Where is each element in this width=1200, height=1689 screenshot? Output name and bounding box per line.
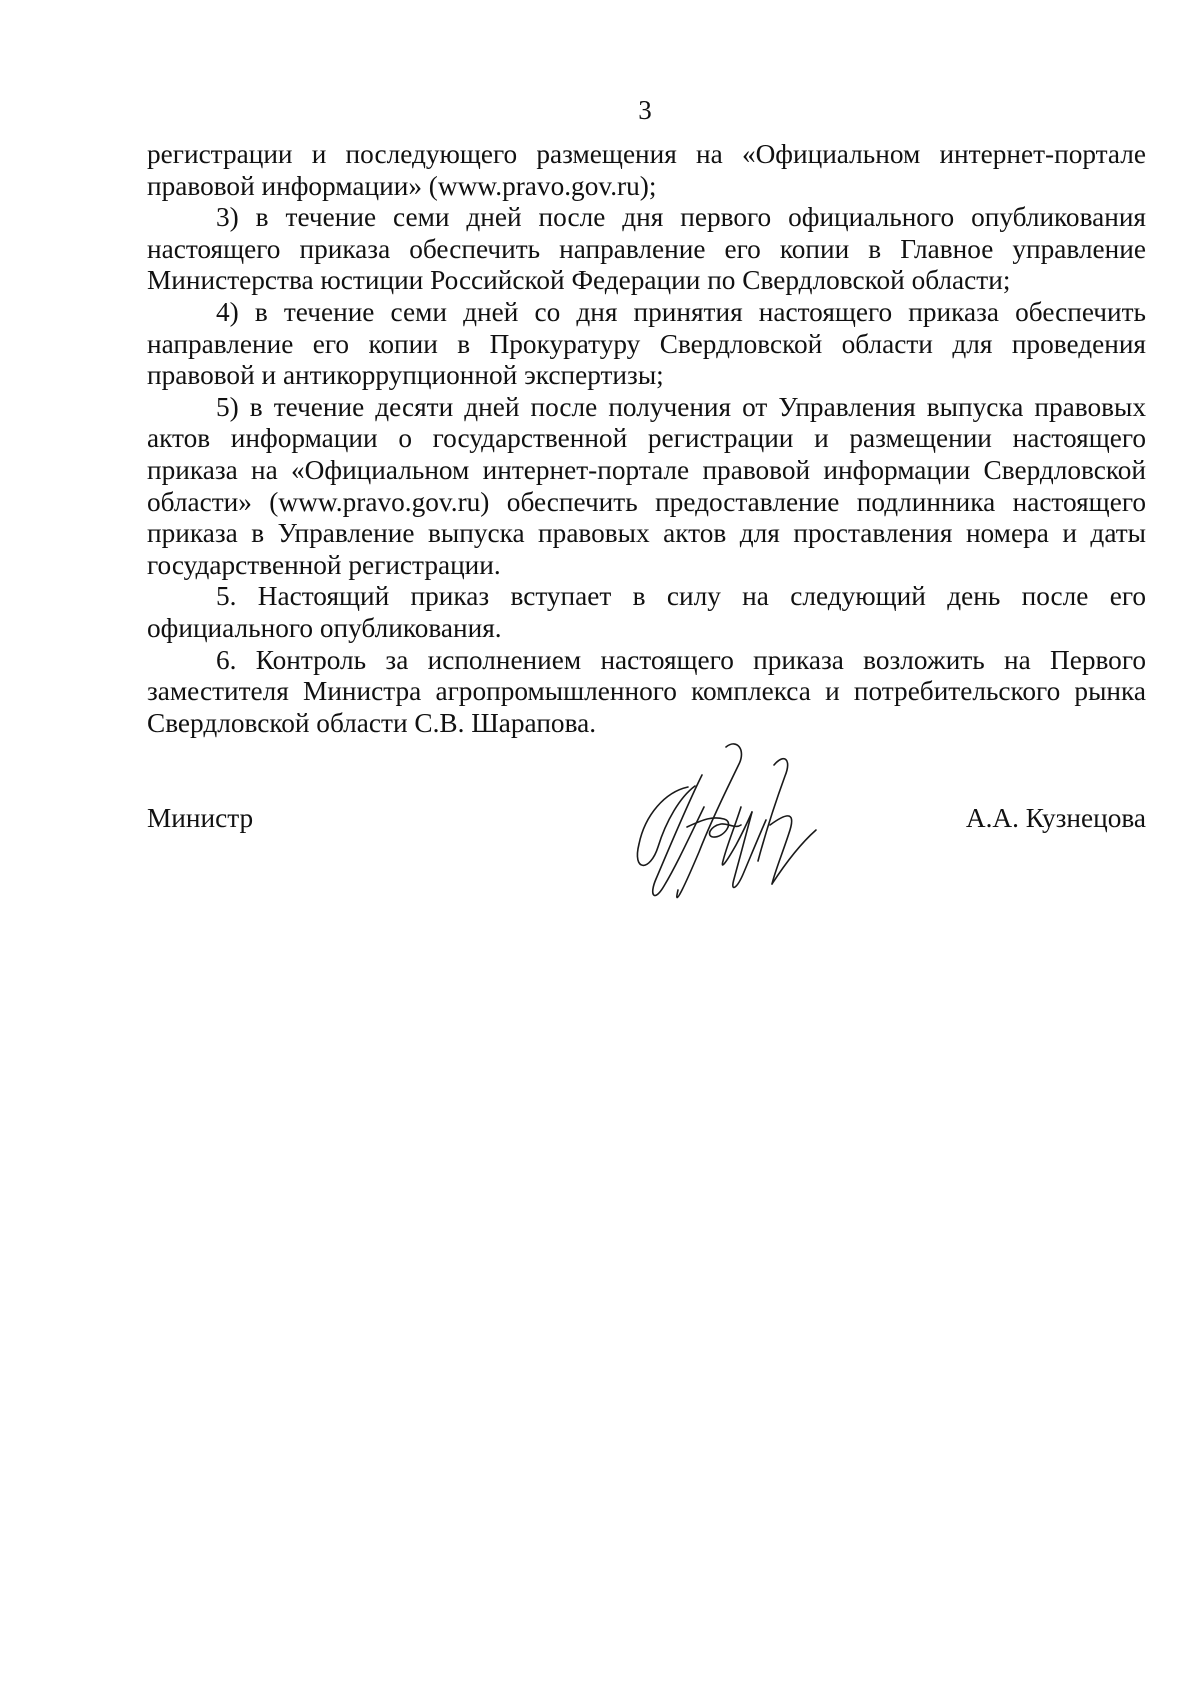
signature-block xyxy=(147,802,1146,842)
paragraph-item-4: 4) в течение семи дней со дня принятия настоящего приказа обеспечить направление его копии в Прокуратуру Свердловской области для проведения правовой и антикоррупционной экспертизы; xyxy=(147,296,1146,391)
paragraph-item-3: 3) в течение семи дней после дня первого официального опубликования настоящего приказа обеспечить направление его копии в Главное управление Министерства юстиции Российской Федерации по Свердловской области; xyxy=(147,202,1146,296)
signatory-title: Министр xyxy=(147,803,254,833)
paragraph-item-5-subitem: 5) в течение десяти дней после получения от Управления выпуска правовых актов информации о государственной регистрации и размещении настоящего приказа на «Официальном интернет-портале правовой информации Свердловской области» (www.pravo.gov.ru) обеспечить предоставление подлинника настоящего приказа в Управление выпуска правовых актов для проставления номера и даты государственной регистрации. xyxy=(147,391,1146,580)
document-body xyxy=(147,139,1146,739)
signatory-name: А.А. Кузнецова xyxy=(965,803,1146,833)
paragraph-clause-6: 6. Контроль за исполнением настоящего приказа возложить на Первого заместителя Министра агропромышленного комплекса и потребительского рынка Свердловской области С.В. Шарапова. xyxy=(147,644,1146,738)
paragraph-continuation: регистрации и последующего размещения на «Официальном интернет-портале правовой информации» (www.pravo.gov.ru); xyxy=(147,139,1146,201)
page-number: 3 xyxy=(638,95,652,125)
paragraph-clause-5: 5. Настоящий приказ вступает в силу на следующий день после его официального опубликования. xyxy=(147,581,1146,643)
